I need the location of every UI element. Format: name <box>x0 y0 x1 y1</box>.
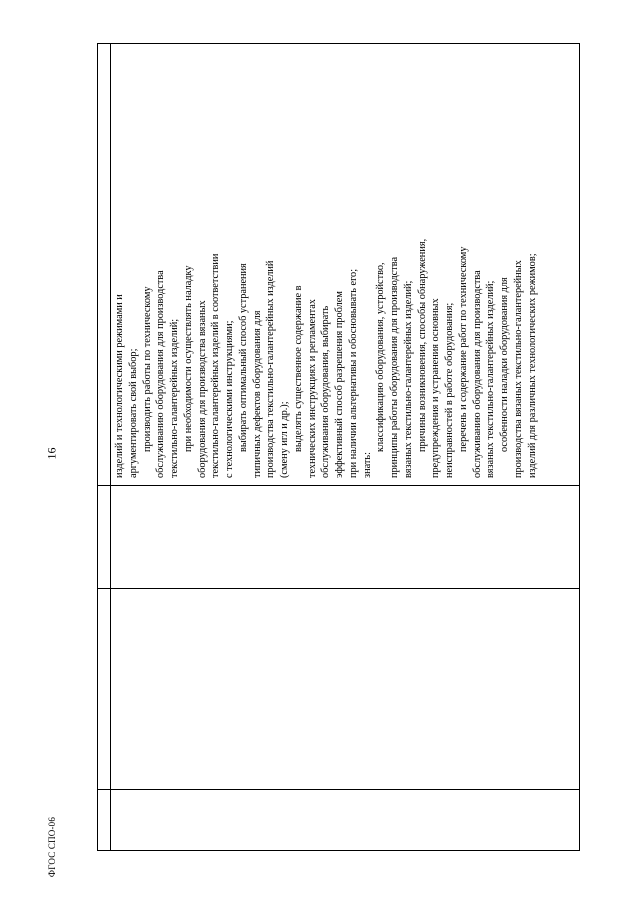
standards-table <box>97 43 580 851</box>
text-line: изделий и технологическими режимами и <box>114 294 125 478</box>
text-line: производства вязаных текстильно-галантерейных <box>512 260 524 478</box>
competencies-text <box>111 44 568 485</box>
text-line: перечень и содержание работ по техническому <box>457 246 469 452</box>
text-line: с технологическими инструкциями; <box>224 320 235 478</box>
text-line: неисправностей в работе оборудования; <box>444 302 455 478</box>
text-line: (смену игл и др.); <box>279 401 290 478</box>
page-number: 16 <box>44 447 59 460</box>
text-line: производить работы по техническому <box>141 286 153 452</box>
text-line: при наличии альтернативы и обосновывать его; <box>347 268 359 478</box>
text-line: производства текстильно-галантерейных изделий <box>265 260 277 478</box>
text-line: текстильно-галантерейных изделий в соответствии <box>210 253 222 478</box>
text-line: при необходимости осуществлять наладку <box>182 265 194 452</box>
text-line: выделять существенное содержание в <box>292 285 304 452</box>
text-line: аргументировать свой выбор; <box>127 348 139 478</box>
table-row-divider <box>98 588 579 589</box>
text-line: причины возникновения, способы обнаружения, <box>416 238 428 452</box>
text-line: эффективный способ разрешения проблем <box>334 291 345 478</box>
text-line: классификацию оборудования, устройство, <box>375 262 387 452</box>
text-line: текстильно-галантерейных изделий; <box>169 318 180 478</box>
table-row-divider <box>98 485 579 486</box>
footer-document-code: ФГОС СПО-06 <box>47 816 58 878</box>
text-line: предупреждения и устранения основных <box>430 298 442 478</box>
table-row-divider <box>98 789 579 790</box>
text-line: обслуживанию оборудования для производства <box>155 270 167 478</box>
text-line: особенности наладки оборудования для <box>499 277 510 452</box>
text-line: вязаных текстильно-галантерейных изделий; <box>485 280 497 478</box>
text-line: изделий для различных технологических режимов; <box>526 253 538 478</box>
text-line: типичных дефектов оборудования для <box>251 310 263 478</box>
text-line: вязаных текстильно-галантерейных изделий; <box>402 280 414 478</box>
text-line: знать: <box>361 452 373 478</box>
text-line: обслуживания оборудования, выбирать <box>320 305 332 478</box>
text-line: обслуживанию оборудования для производства <box>471 270 483 478</box>
text-line: принципы работы оборудования для производства <box>389 256 400 478</box>
text-line: технических инструкциях и регламентах <box>306 299 318 478</box>
text-line: выбирать оптимальный способ устранения <box>237 263 249 452</box>
text-line: оборудования для производства вязаных <box>196 300 208 478</box>
table-cell-competencies <box>111 44 568 485</box>
